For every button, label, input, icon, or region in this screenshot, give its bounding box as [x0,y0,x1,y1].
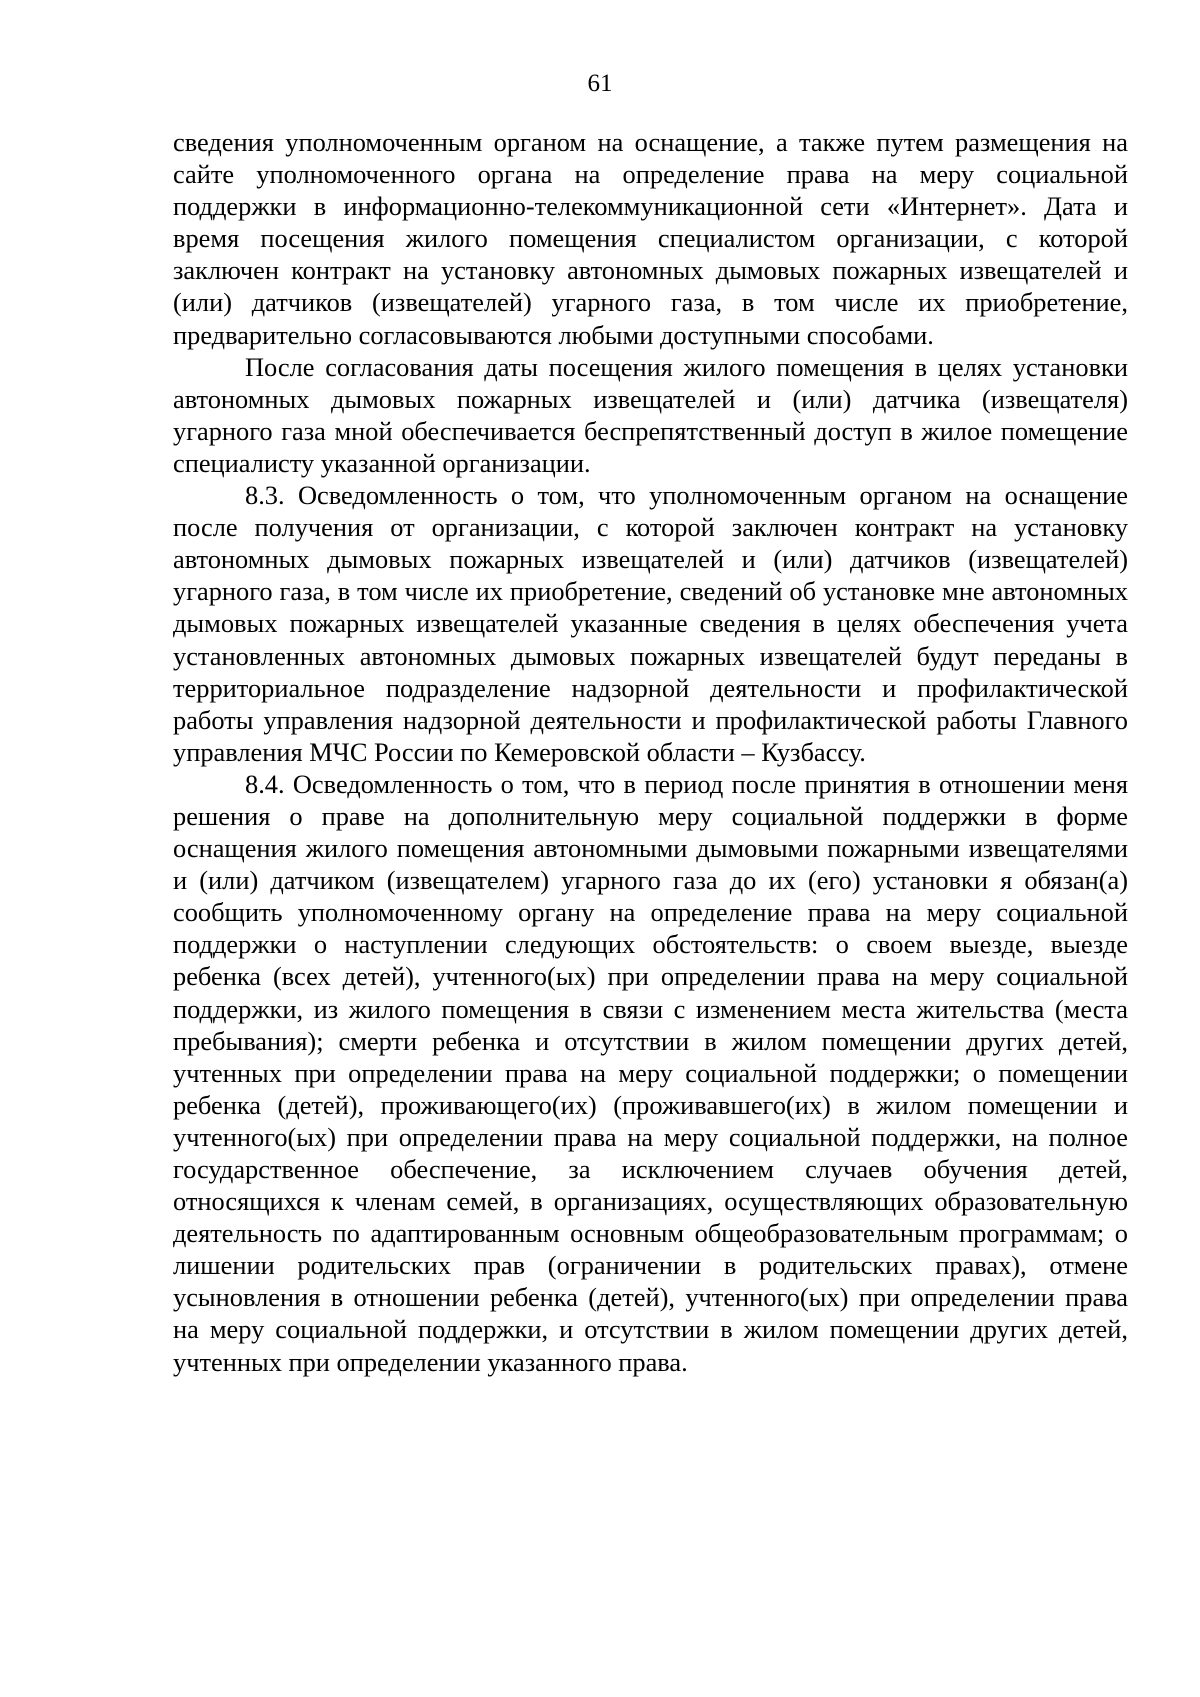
page-number: 61 [587,70,613,97]
paragraph-access: После согласования даты посещения жилого помещения в целях установки автономных дымовых пожарных извещателей и (или) датчика (извещателя) угарного газа мной обеспечивается беспрепятственный доступ в жилое помещение специалисту указанной организации. [173,351,1128,478]
document-body [173,126,1128,1378]
paragraph-8-4: 8.4. Осведомленность о том, что в период после принятия в отношении меня решения о праве на дополнительную меру социальной поддержки в форме оснащения жилого помещения автономными дымовыми пожарными извещателями и (или) датчиком (извещателем) угарного газа до их (его) установки я обязан(а) сообщить уполномоченному органу на определение права на меру социальной поддержки о наступлении следующих обстоятельств: о своем выезде, выезде ребенка (всех детей), учтенного(ых) при определении права на меру социальной поддержки, из жилого помещения в связи с изменением места жительства (места пребывания); смерти ребенка и отсутствии в жилом помещении других детей, учтенных при определении права на меру социальной поддержки; о помещении ребенка (детей), проживающего(их) (проживавшего(их) в жилом помещении и учтенного(ых) при определении права на меру социальной поддержки, на полное государственное обеспечение, за исключением случаев обучения детей, относящихся к членам семей, в организациях, осуществляющих образовательную деятельность по адаптированным основным общеобразовательным программам; о лишении родительских прав (ограничении в родительских правах), отмене усыновления в отношении ребенка (детей), учтенного(ых) при определении права на меру социальной поддержки, и отсутствии в жилом помещении других детей, учтенных при определении указанного права. [173,768,1128,1377]
paragraph-continuation: сведения уполномоченным органом на оснащение, а также путем размещения на сайте уполномоченного органа на определение права на меру социальной поддержки в информационно-телекоммуникационной сети «Интернет». Дата и время посещения жилого помещения специалистом организации, с которой заключен контракт на установку автономных дымовых пожарных извещателей и (или) датчиков (извещателей) угарного газа, в том числе их приобретение, предварительно согласовываются любыми доступными способами. [173,127,1128,350]
paragraph-8-3: 8.3. Осведомленность о том, что уполномоченным органом на оснащение после получения от организации, с которой заключен контракт на установку автономных дымовых пожарных извещателей и (или) датчиков (извещателей) угарного газа, в том числе их приобретение, сведений об установке мне автономных дымовых пожарных извещателей указанные сведения в целях обеспечения учета установленных автономных дымовых пожарных извещателей будут переданы в территориальное подразделение надзорной деятельности и профилактической работы управления надзорной деятельности и профилактической работы Главного управления МЧС России по Кемеровской области – Кузбассу. [173,480,1128,767]
